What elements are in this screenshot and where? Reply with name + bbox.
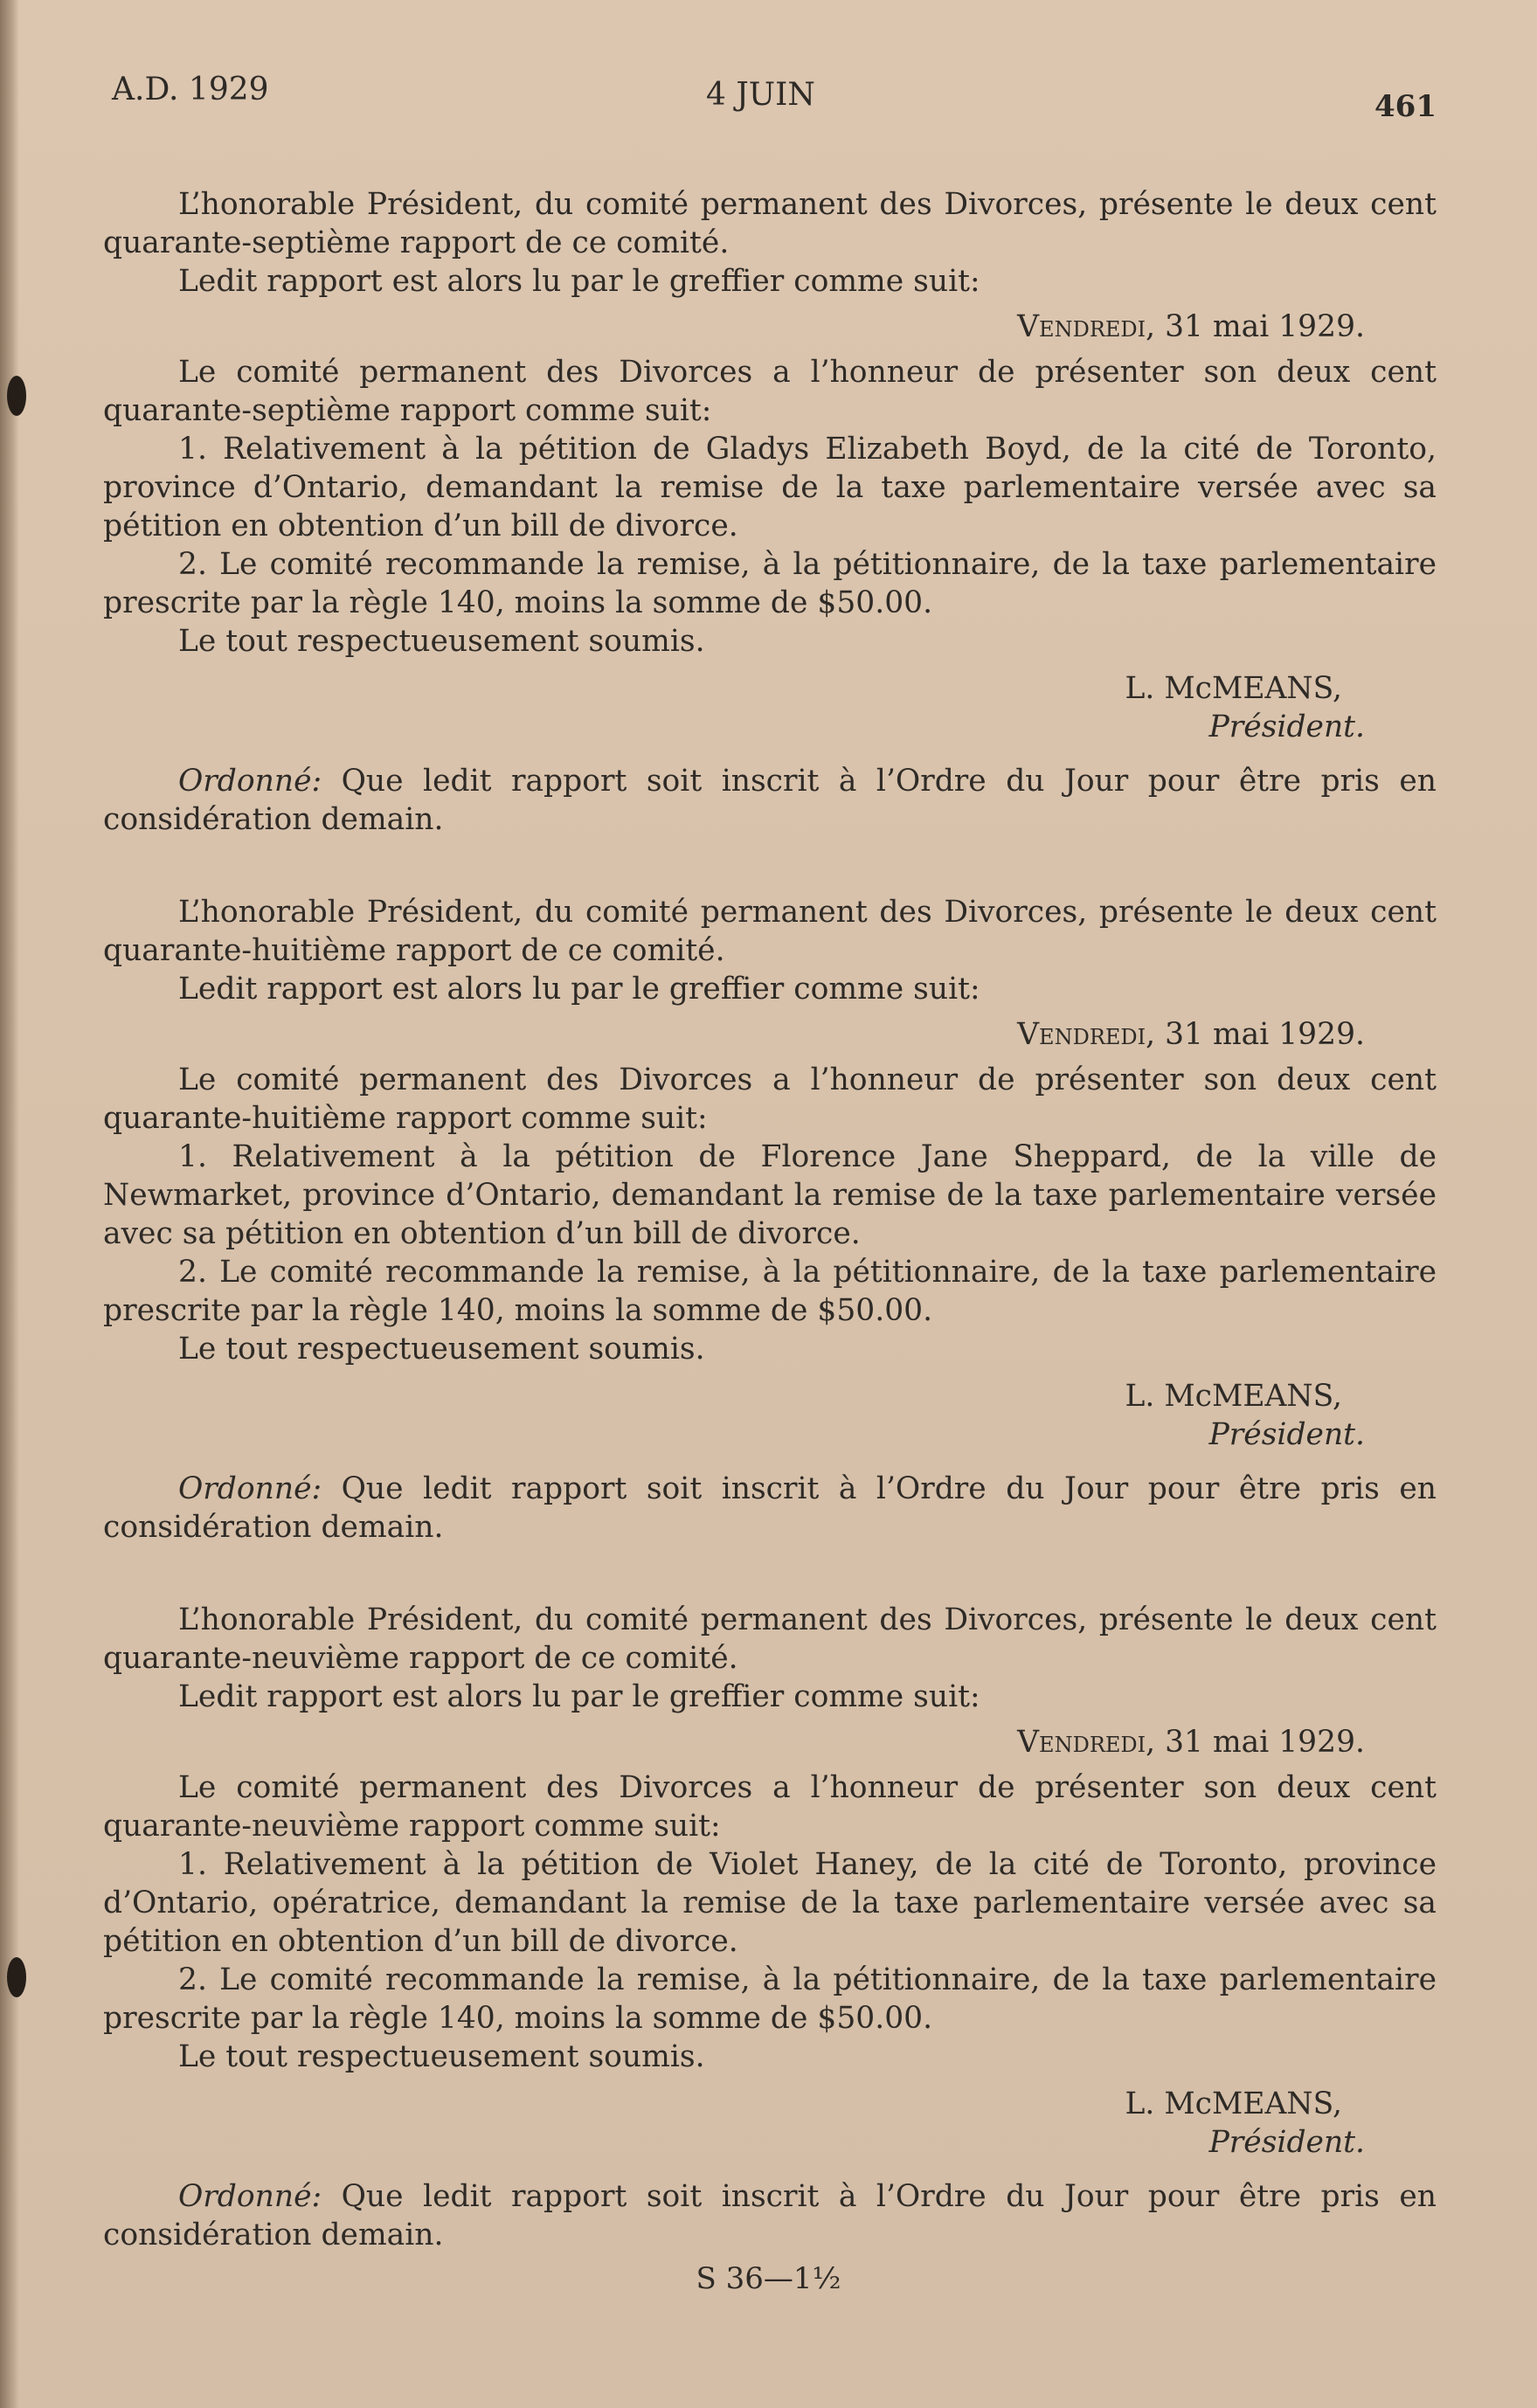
dateline-date: 31 mai 1929. [1155,309,1365,344]
order-label: Ordonné: [178,2179,322,2214]
report-order [103,762,1437,839]
report-read-line: Ledit rapport est alors lu par le greffier comme suit: [178,1679,980,1714]
dateline-date: 31 mai 1929. [1155,1725,1365,1760]
report-signature: L. McMEANS, [1125,671,1342,706]
report-intro: L’honorable Président, du comité permanent des Divorces, présente le deux cent quarante-huitième rapport de ce comité. [103,895,1437,968]
report-item-1: 1. Relativement à la pétition de Violet Haney, de la cité de Toronto, province d’Ontario, opératrice, demandant la remise de la taxe parlementaire versée avec sa pétition en obtention d’un bill de divorce. [103,1847,1437,1959]
report-intro: L’honorable Président, du comité permanent des Divorces, présente le deux cent quarante-septième rapport de ce comité. [103,187,1437,260]
report-dateline [103,1723,1437,1761]
report-section [103,185,1437,839]
header-year: A.D. 1929 [112,72,269,107]
report-item-1: 1. Relativement à la pétition de Florence Jane Sheppard, de la ville de Newmarket, province d’Ontario, demandant la remise de la taxe parlementaire versée avec sa pétition en obtention d’un bill de divorce. [103,1139,1437,1251]
dateline-day: Vendredi, [1017,309,1156,344]
printer-signature-mark: S 36—1½ [696,2261,841,2296]
report-body: Le comité permanent des Divorces a l’honneur de présenter son deux cent quarante-neuvième rapport comme suit: [103,1770,1437,1844]
order-label: Ordonné: [178,764,322,799]
report-signature: L. McMEANS, [1125,1379,1342,1414]
binding-edge [0,0,19,2408]
report-item-2: 2. Le comité recommande la remise, à la pétitionnaire, de la taxe parlementaire prescrite par la règle 140, moins la somme de $50.00. [103,1255,1437,1328]
order-text: Que ledit rapport soit inscrit à l’Ordre du Jour pour être pris en considération demain. [103,1471,1437,1545]
report-item-2: 2. Le comité recommande la remise, à la pétitionnaire, de la taxe parlementaire prescrite par la règle 140, moins la somme de $50.00. [103,547,1437,620]
report-body: Le comité permanent des Divorces a l’honneur de présenter son deux cent quarante-huitième rapport comme suit: [103,1062,1437,1136]
binder-clip-mark [7,376,26,416]
dateline-date: 31 mai 1929. [1155,1017,1365,1052]
dateline-day: Vendredi, [1017,1725,1156,1760]
page-number: 461 [1374,89,1437,124]
order-text: Que ledit rapport soit inscrit à l’Ordre du Jour pour être pris en considération demain. [103,764,1437,837]
report-read-line: Ledit rapport est alors lu par le greffier comme suit: [178,972,980,1007]
report-intro: L’honorable Président, du comité permanent des Divorces, présente le deux cent quarante-neuvième rapport de ce comité. [103,1602,1437,1676]
report-item-1: 1. Relativement à la pétition de Gladys Elizabeth Boyd, de la cité de Toronto, province d’Ontario, demandant la remise de la taxe parlementaire versée avec sa pétition en obtention d’un bill de divorce. [103,432,1437,543]
report-closing: Le tout respectueusement soumis. [178,624,705,659]
order-label: Ordonné: [178,1471,322,1506]
report-dateline [103,1015,1437,1054]
dateline-day: Vendredi, [1017,1017,1156,1052]
header-date: 4 JUIN [706,77,815,113]
report-closing: Le tout respectueusement soumis. [178,2039,705,2074]
report-body: Le comité permanent des Divorces a l’honneur de présenter son deux cent quarante-septième rapport comme suit: [103,355,1437,428]
report-item-2: 2. Le comité recommande la remise, à la pétitionnaire, de la taxe parlementaire prescrite par la règle 140, moins la somme de $50.00. [103,1962,1437,2036]
page-header [112,72,1437,124]
report-section [103,893,1437,1547]
report-signature: L. McMEANS, [1125,2086,1342,2121]
report-section [103,1601,1437,2254]
report-order [103,2177,1437,2254]
signatory-role: Président. [1208,2125,1365,2160]
order-text: Que ledit rapport soit inscrit à l’Ordre du Jour pour être pris en considération demain. [103,2179,1437,2252]
binder-clip-mark [7,1957,26,1997]
signatory-role: Président. [1208,1417,1365,1452]
signatory-role: Président. [1208,709,1365,744]
report-dateline [103,308,1437,346]
report-order [103,1470,1437,1547]
report-closing: Le tout respectueusement soumis. [178,1332,705,1367]
report-read-line: Ledit rapport est alors lu par le greffier comme suit: [178,264,980,299]
page-body [103,185,1437,2308]
